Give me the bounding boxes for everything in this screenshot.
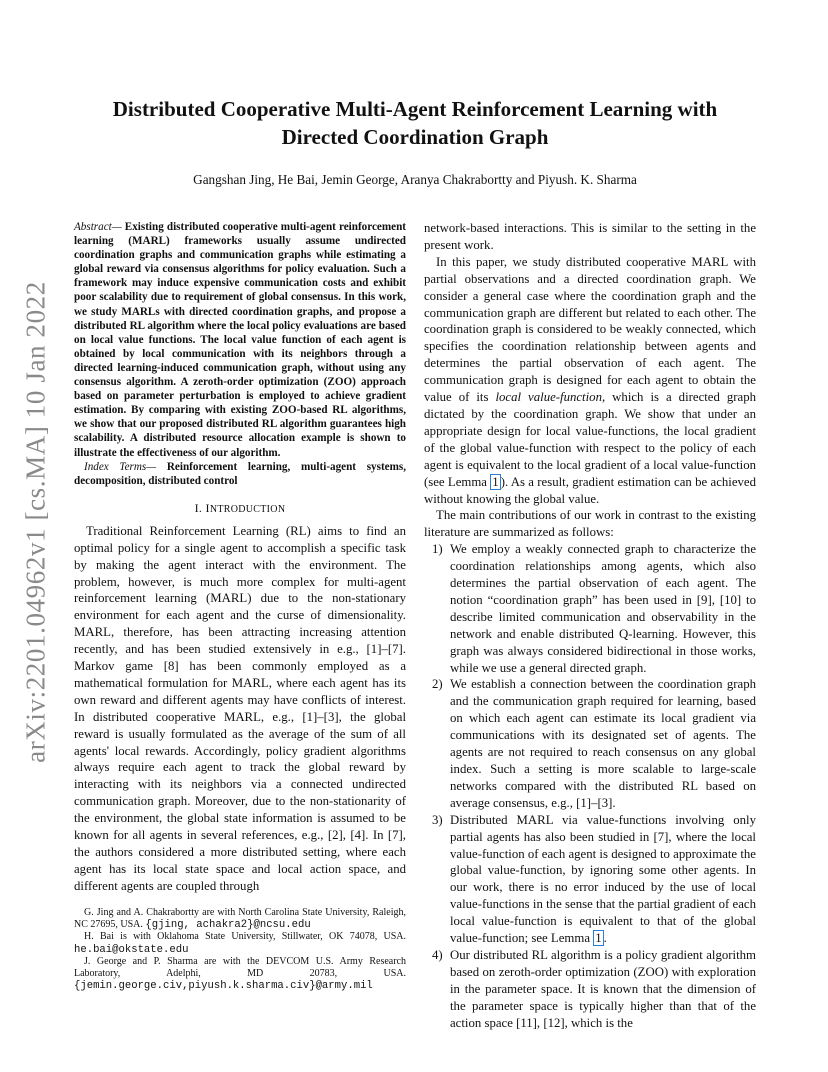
footnote-text: J. George and P. Sharma are with the DEVCOM U.S. Army Research Laboratory, Adelphi, MD 20783, USA. <box>74 955 406 980</box>
list-item-number: 4) <box>432 947 443 962</box>
list-item-text: We employ a weakly connected graph to characterize the coordination relationships among agents, which also determines the partial observation of each agent. The notion “coordination graph” has been used in [9], [10] to describe limited communication and observability in the network and enable distributed Q-learning. However, this graph was always considered bidirectional in those works, while we use a general directed graph. <box>450 542 756 675</box>
abstract <box>74 220 406 460</box>
abstract-text: Existing distributed cooperative multi-agent reinforcement learning (MARL) frameworks usually assume undirected coordination graphs and communication graphs while estimating a global reward via consensus algorithms for policy evaluation. Such a framework may induce expensive communication costs and exhibit poor scalability due to requirement of global consensus. In this work, we study MARLs with directed coordination graphs, and propose a distributed RL algorithm where the local policy evaluations are based on local value functions. The local value function of each agent is obtained by local communication with its neighbors through a directed learning-induced communication graph, without using any consensus algorithm. A zeroth-order optimization (ZOO) approach based on parameter perturbation is employed to achieve gradient estimation. By comparing with existing ZOO-based RL algorithms, we show that our proposed distributed RL algorithm guarantees high scalability. A distributed resource allocation example is shown to illustrate the effectiveness of our algorithm. <box>74 221 406 459</box>
footnote-email: {jemin.george.civ,piyush.k.sharma.civ}@army.mil <box>74 980 373 993</box>
list-item <box>424 676 756 811</box>
list-item-number: 1) <box>432 542 443 557</box>
intro-paragraph-3: The main contributions of our work in contrast to the existing literature are summarized as follows: <box>424 508 756 540</box>
section-title-first-letter: I <box>205 500 210 515</box>
index-terms <box>74 460 406 488</box>
list-item <box>424 812 756 947</box>
list-item <box>424 541 756 676</box>
arxiv-stamp-text: arXiv:2201.04962v1 [cs.MA] 10 Jan 2022 <box>20 281 51 763</box>
list-item-number: 2) <box>432 677 443 692</box>
footnote-affiliation-3 <box>74 956 406 993</box>
para2-text-a: In this paper, we study distributed cooperative MARL with partial observations and a directed coordination graph. We consider a general case where the coordination graph and the communication graph are different but related to each other. The coordination graph is considered to be weakly connected, which specifies the coordination relationship between agents and determines the partial observation of each agent. The communication graph is designed for each agent to obtain the value of its <box>424 254 756 405</box>
right-column <box>424 220 756 1032</box>
affiliation-footnotes <box>74 907 406 992</box>
section-numeral: I. <box>194 500 206 515</box>
footnote-text: H. Bai is with Oklahoma State University, Stillwater, OK 74078, USA. <box>84 931 406 943</box>
intro-paragraph-2 <box>424 254 756 508</box>
list-item <box>424 947 756 1032</box>
author-list: Gangshan Jing, He Bai, Jemin George, Aranya Chakrabortty and Piyush. K. Sharma <box>193 172 637 187</box>
left-column <box>74 220 406 895</box>
index-terms-lead: Index Terms— <box>84 460 157 473</box>
contribution-list <box>424 541 756 1031</box>
title-line-2: Directed Coordination Graph <box>281 125 549 149</box>
intro-paragraph-1-continued: network-based interactions. This is similar to the setting in the present work. <box>424 221 756 252</box>
footnote-text: G. Jing and A. Chakrabortty are with North Carolina State University, Raleigh, NC 27695, USA. <box>74 907 406 931</box>
list-item-text: We establish a connection between the coordination graph and the communication graph required for learning, based on which each agent can estimate its local gradient via communications with its designated set of agents. The agents are not required to reach consensus on any global index. Such a setting is more scalable to large-scale networks compared with the distributed RL based on average consensus, e.g., [1]–[3]. <box>450 677 756 810</box>
paper-title <box>80 95 750 151</box>
list-item-text: Our distributed RL algorithm is a policy gradient algorithm based on zeroth-order optimization (ZOO) with exploration in the parameter space. It is known that the dimension of the parameter space is typically higher than that of the action space [11], [12], which is the <box>450 947 756 1030</box>
arxiv-stamp <box>18 281 54 763</box>
lemma-ref-link[interactable]: 1 <box>492 474 499 489</box>
para2-text-c: ). As a result, gradient estimation can be achieved without knowing the global value. <box>424 474 756 506</box>
footnote-email: he.bai@okstate.edu <box>74 943 189 956</box>
list-item-text-a: Distributed MARL via value-functions involving only partial agents has also been studied in [7], where the local value-function of each agent is designed to approximate the global value-function, by ignoring some other agents. In our work, there is no error induced by the use of local value-functions in the sense that the partial gradient of each local value-function is equivalent to that of the global value-function; see Lemma <box>450 812 756 946</box>
para2-italic-term: local value-function <box>495 390 602 405</box>
list-item-text-b: . <box>603 931 607 946</box>
footnote-affiliation-1 <box>74 907 406 931</box>
lemma-ref-link[interactable]: 1 <box>595 931 602 946</box>
section-heading-introduction <box>74 501 406 516</box>
title-line-1: Distributed Cooperative Multi-Agent Reinforcement Learning with <box>112 97 718 121</box>
index-terms-text: Reinforcement learning, multi-agent systems, decomposition, distributed control <box>74 460 406 487</box>
footnote-affiliation-2 <box>74 931 406 955</box>
footnote-email: {gjing, achakra2}@ncsu.edu <box>145 919 311 932</box>
section-title-rest: NTRODUCTION <box>209 503 286 515</box>
list-item-number: 3) <box>432 812 443 827</box>
intro-paragraph-1: Traditional Reinforcement Learning (RL) aims to find an optimal policy for a single agent to accomplish a specific task by making the agent interact with the environment. The problem, however, is much more complex for multi-agent reinforcement learning (MARL) due to the non-stationary environment for each agent and the curse of dimensionality. MARL, therefore, has been attracting increasing attention recently, and has been studied extensively in e.g., [1]–[7]. Markov game [8] has been commonly employed as a mathematical formulation for MARL, where each agent has its own reward and different agents may have conflicts of interest. In distributed cooperative MARL, e.g., [1]–[3], the global reward is usually formulated as the average of the sum of all agents' local rewards. Accordingly, policy gradient algorithms always require each agent to track the global reward by interacting with its neighbors via a connected undirected communication graph. Moreover, due to the non-stationarity of the environment, the global state information is assumed to be known for all agents in several references, e.g., [2], [4]. In [7], the authors considered a more distributed setting, where each agent has its local state space and local action space, and different agents are coupled through <box>74 523 406 893</box>
abstract-lead: Abstract— <box>74 221 122 233</box>
para2-text-b: , which is a directed graph dictated by the coordination graph. We show that under an appropriate design for local value-functions, the local gradient of the global value-function with respect to the policy of each agent is equivalent to the local gradient of a local value-function (see Lemma <box>424 390 757 489</box>
